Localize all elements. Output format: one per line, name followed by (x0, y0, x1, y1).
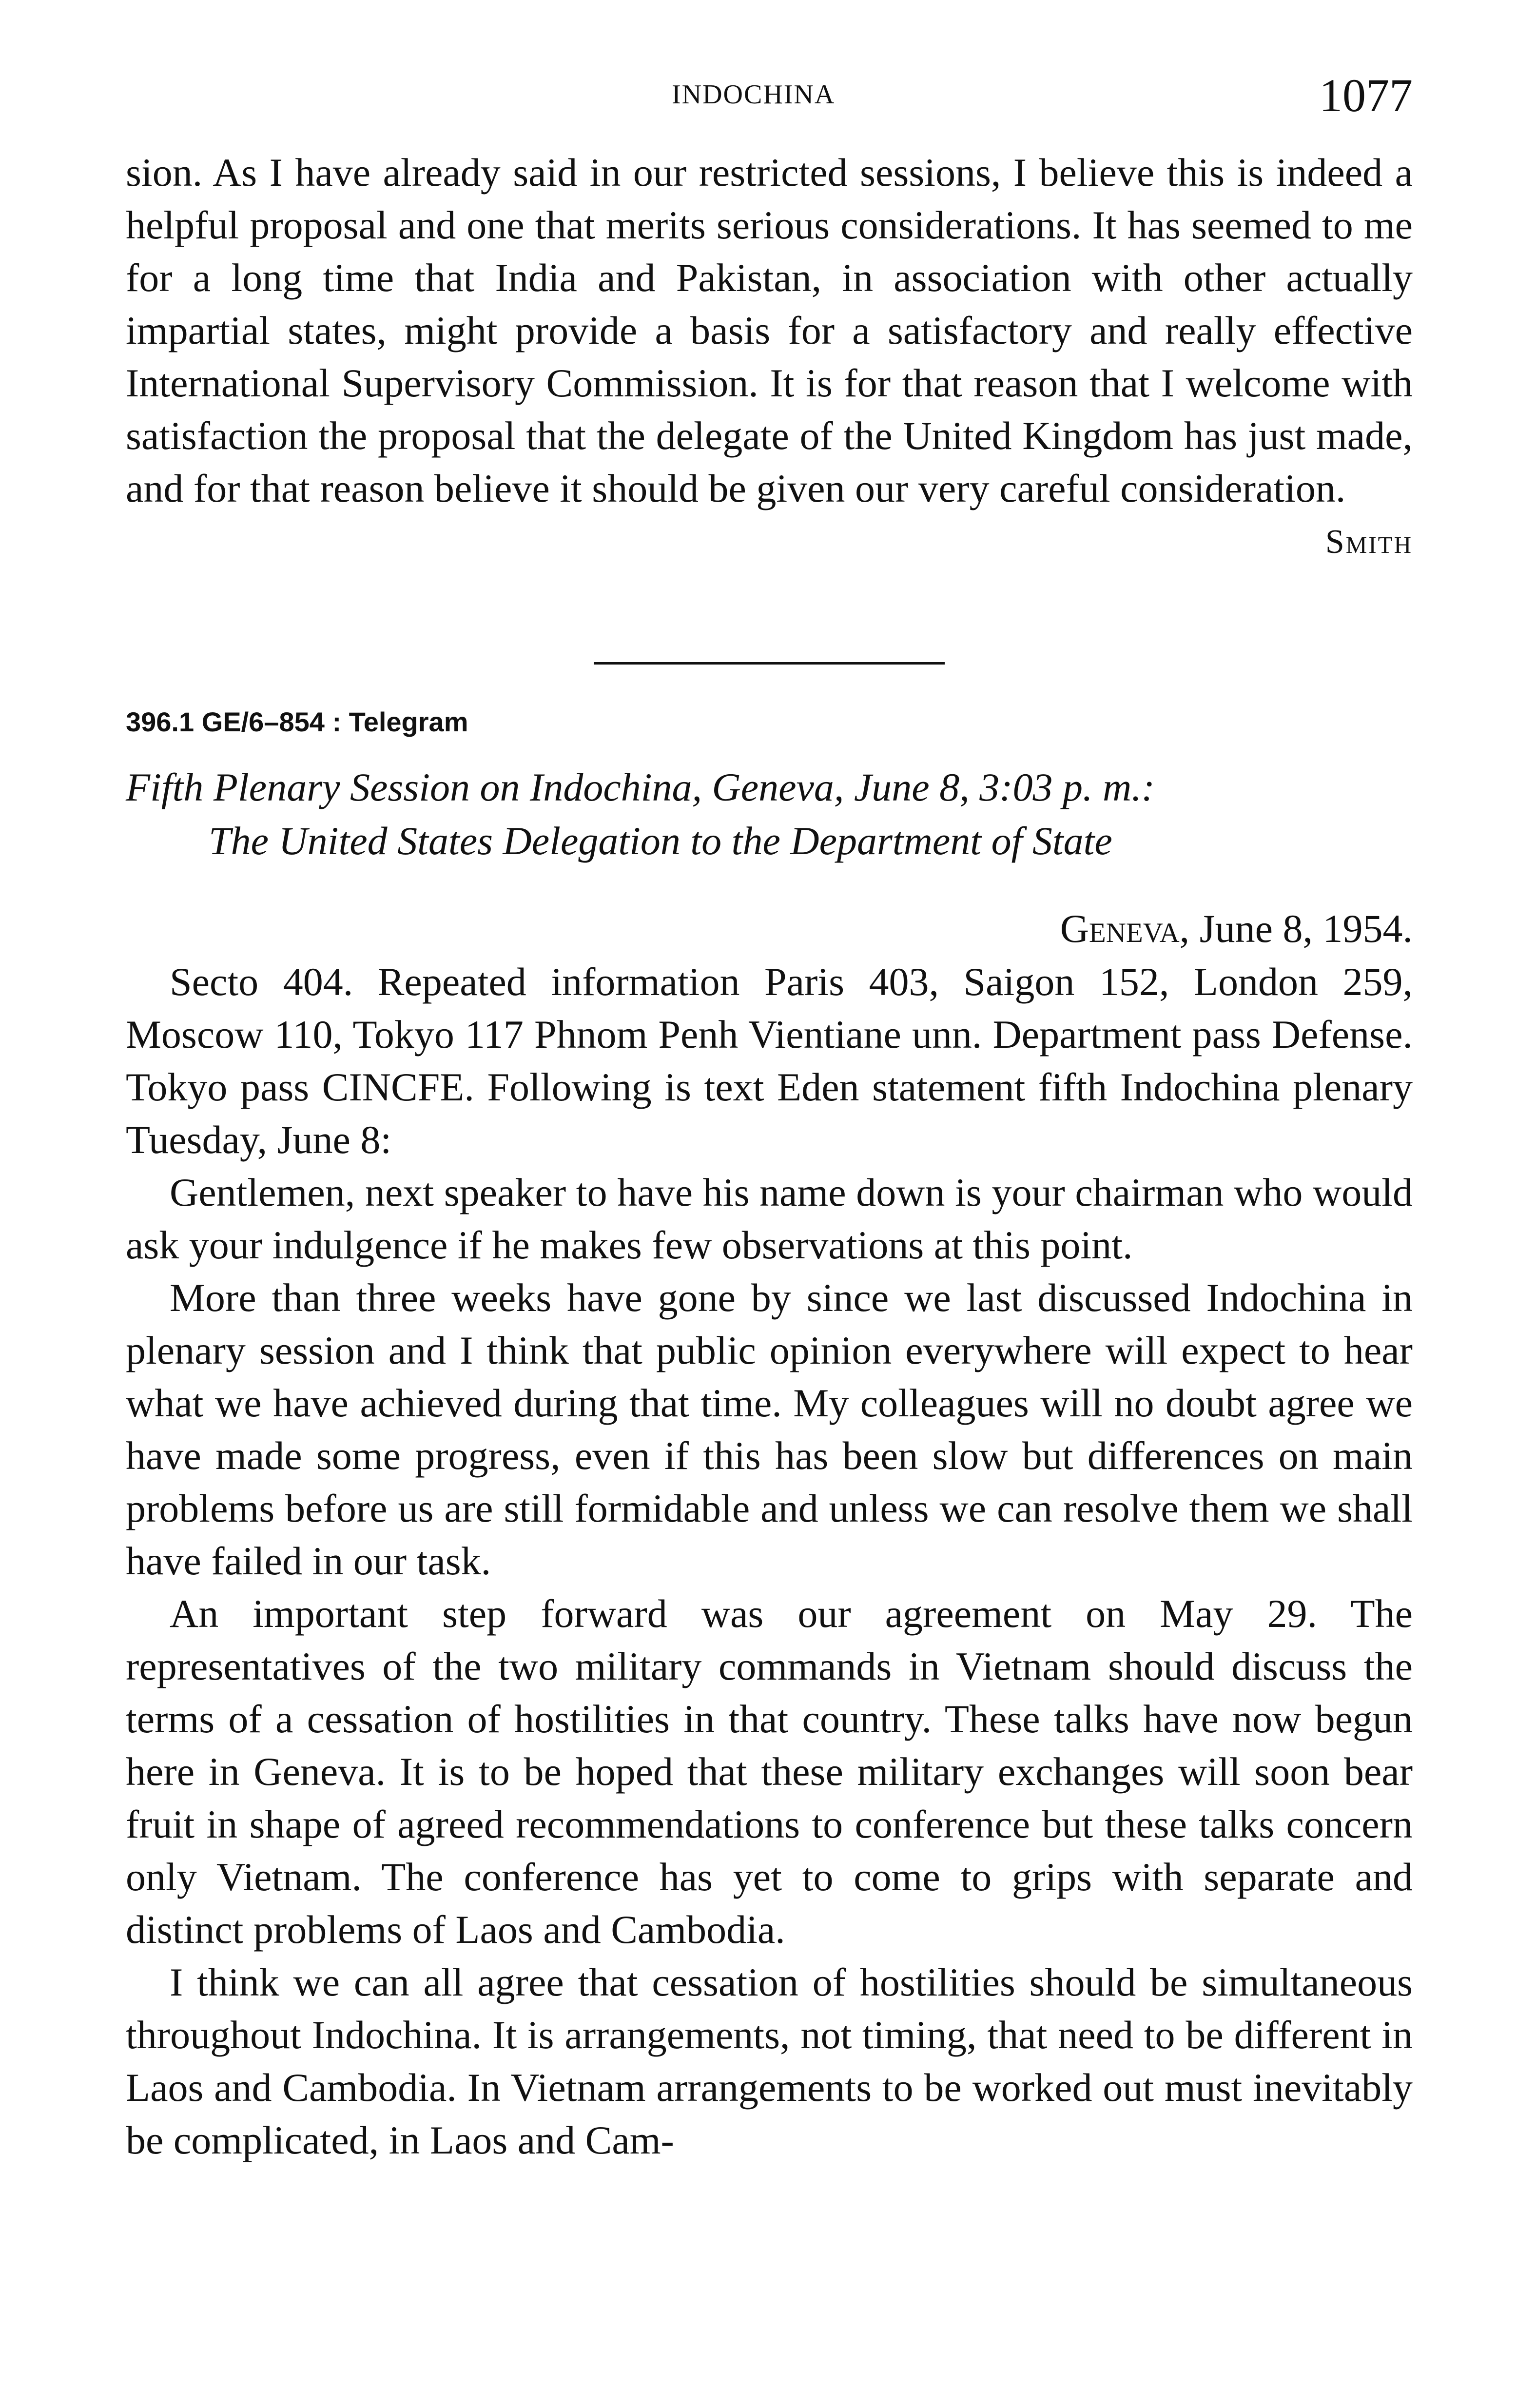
body-paragraph: More than three weeks have gone by since we last discussed Indochina in plenary session and I think that public opinion everywhere will expect to hear what we have achieved during that time. My colleagues will no doubt agree we have made some progress, even if this has been slow but differences on main problems before us are still formidable and unless we can resolve them we shall have failed in our task. (126, 1275, 1413, 1583)
continued-message (126, 146, 1413, 567)
body-paragraph: An important step forward was our agreement on May 29. The representatives of the two military commands in Vietnam should discuss the terms of a cessation of hostilities in that country. These talks have now begun here in Geneva. It is to be hoped that these military exchanges will soon bear fruit in shape of agreed recommendations to conference but these talks concern only Vietnam. The conference has yet to come to grips with separate and distinct problems of Laos and Cambodia. (126, 1591, 1413, 1952)
dateline (1060, 906, 1413, 952)
body-paragraph: Gentlemen, next speaker to have his name down is your chairman who would ask your indulgence if he makes few observations at this point. (126, 1170, 1413, 1267)
signature-text: Smith (1325, 523, 1413, 561)
page-number: 1077 (1319, 69, 1413, 121)
body-paragraph: I think we can all agree that cessation of hostilities should be simultaneous throughout Indochina. It is arrangements, not timing, that need to be different in Laos and Cambodia. In Vietnam arrangements to be worked out must inevitably be complicated, in Laos and Cam- (126, 1960, 1413, 2162)
signature (126, 518, 1413, 567)
section-divider (594, 662, 945, 665)
document-title-line-1: Fifth Plenary Session on Indochina, Geneva, June 8, 3:03 p. m.: (126, 765, 1155, 809)
continuation-paragraph: sion. As I have already said in our restricted sessions, I believe this is indeed a helpful proposal and one that merits serious considerations. It has seemed to me for a long time that India and Pakistan, in association with other actually impartial states, might provide a basis for a satisfactory and really effective International Supervisory Commission. It is for that reason that I welcome with satisfaction the proposal that the delegate of the United Kingdom has just made, and for that reason believe it should be given our very careful consideration. (126, 150, 1413, 510)
document-title (126, 761, 1413, 868)
body-paragraph: Secto 404. Repeated information Paris 403, Saigon 152, London 259, Moscow 110, Tokyo 117 Phnom Penh Vientiane unn. Department pass Defense. Tokyo pass CINCFE. Following is text Eden statement fifth Indochina plenary Tuesday, June 8: (126, 959, 1413, 1162)
telegram-body (126, 956, 1413, 2167)
dateline-date: June 8, 1954. (1199, 906, 1413, 951)
running-title: INDOCHINA (672, 79, 836, 110)
file-reference: 396.1 GE/6–854 : Telegram (126, 706, 468, 737)
document-title-line-2: The United States Delegation to the Department of State (209, 819, 1112, 863)
running-header (126, 68, 1413, 122)
dateline-place: Geneva, (1060, 906, 1190, 951)
